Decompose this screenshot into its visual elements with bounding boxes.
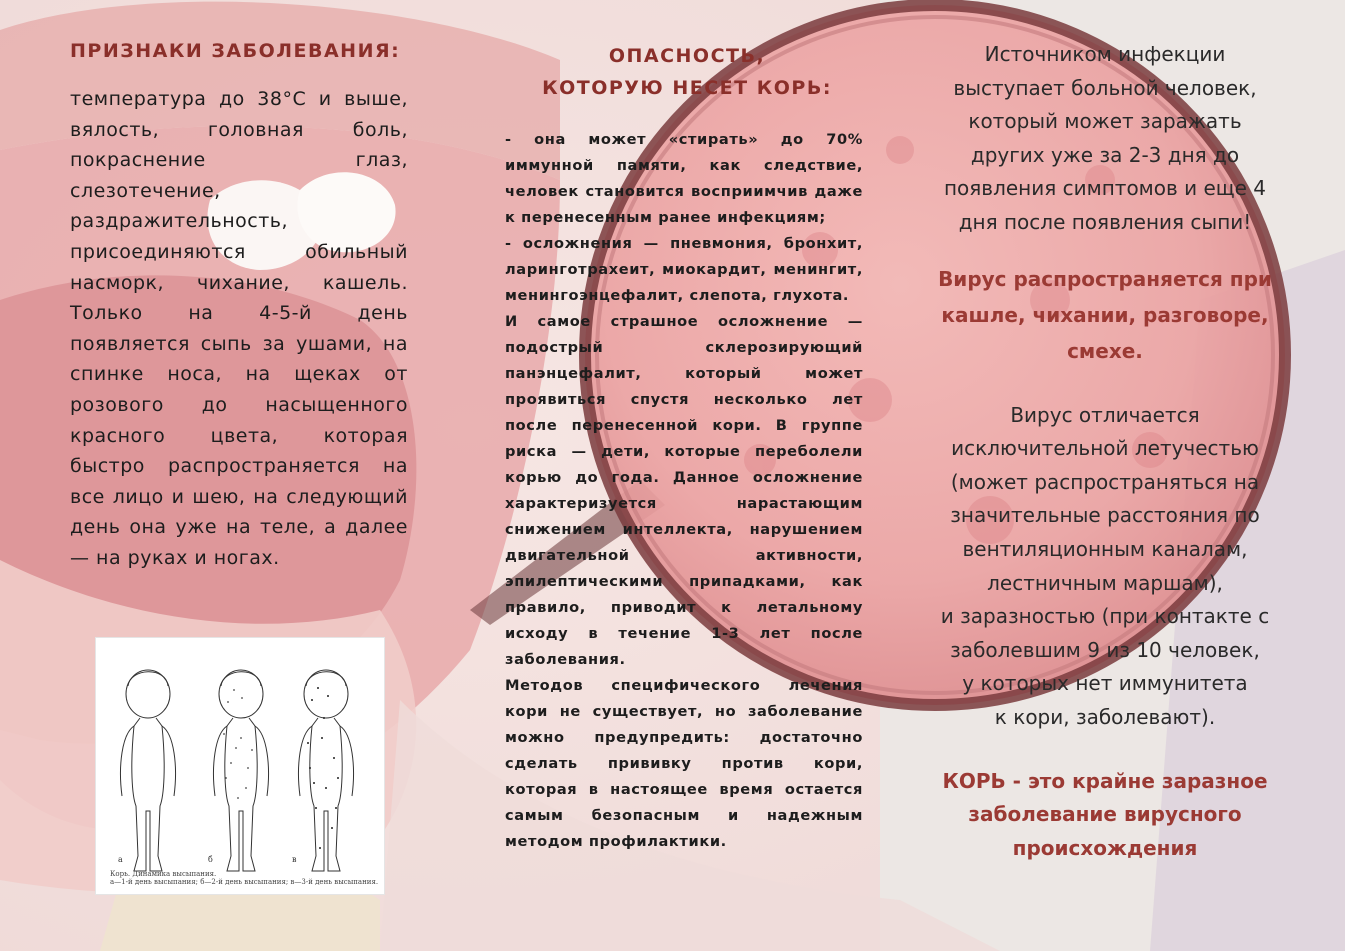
- signs-text: температура до 38°С и выше, вялость, головная боль, покраснение глаз, слезотечение, раздражительность, присоединяются обильный насморк, чихание, кашель. Только на 4-5-й день появляется сыпь за ушами, на спинке носа, на щеках от розового до насыщенного красного цвета, которая быстро распространяется на все лицо и шею, на следующий день она уже на теле, а далее — на руках и ногах.: [70, 88, 408, 569]
- spread-line: Вирус распространяется при: [938, 266, 1272, 291]
- source-line: дня после появления сыпи!: [958, 209, 1252, 234]
- source-line: который может заражать: [968, 109, 1242, 134]
- volatility-line: заболевшим 9 из 10 человек,: [950, 637, 1260, 662]
- info-section: [915, 38, 1295, 865]
- rash-dots-c: [307, 687, 339, 849]
- volatility-line: Вирус отличается: [1010, 402, 1200, 427]
- virus-spread-text: [915, 261, 1295, 369]
- children-figures-drawing: [96, 638, 384, 894]
- source-line: появления симптомов и еще 4: [943, 176, 1267, 201]
- signs-title: ПРИЗНАКИ ЗАБОЛЕВАНИЯ:: [70, 40, 401, 62]
- figure-letter-b: б: [208, 855, 213, 864]
- illustration-caption: [110, 870, 380, 886]
- child-figure-c: [299, 670, 354, 871]
- child-figure-b: [214, 670, 269, 871]
- source-line: других уже за 2-3 дня до: [970, 142, 1240, 167]
- volatility-line: вентиляционным каналам,: [962, 536, 1248, 561]
- danger-title: [511, 40, 863, 104]
- danger-text: [505, 127, 863, 855]
- volatility-line: к кори, заболевают).: [994, 704, 1216, 729]
- child-figure-a: [121, 670, 176, 871]
- volatility-line: лестничным маршам),: [987, 570, 1223, 595]
- measles-line: заболевание вирусного: [968, 802, 1242, 827]
- danger-paragraph-prevention: Методов специфического лечения кори не существует, но заболевание можно предупредить: достаточно сделать прививку против кори, которая в настоящее время остается самым безопасным и надежным методом профилактики.: [505, 677, 863, 850]
- volatility-line: значительные расстояния по: [950, 503, 1260, 528]
- caption-line-2: а—1-й день высыпания; б—2-й день высыпания; в—3-й день высыпания.: [110, 878, 379, 886]
- rash-dots-b: [223, 689, 253, 799]
- spread-line: смехе.: [1067, 338, 1143, 363]
- source-line: Источником инфекции: [984, 42, 1226, 66]
- volatility-line: у которых нет иммунитета: [962, 671, 1248, 696]
- measles-line: происхождения: [1012, 835, 1198, 860]
- rash-dynamics-illustration: [95, 637, 385, 895]
- danger-paragraph-memory: - она может «стирать» до 70% иммунной памяти, как следствие, человек становится восприимчив даже к перенесенным ранее инфекциям;: [505, 131, 863, 226]
- danger-title-line-1: ОПАСНОСТЬ,: [608, 45, 766, 67]
- spread-line: кашле, чихании, разговоре,: [941, 302, 1269, 327]
- signs-section: [70, 40, 408, 574]
- measles-line: КОРЬ - это крайне заразное: [942, 768, 1268, 793]
- caption-line-1: Корь. Динамика высыпания.: [110, 870, 217, 878]
- virus-volatility-text: [915, 399, 1295, 735]
- danger-section: [505, 40, 863, 855]
- volatility-line: (может распространяться на: [950, 469, 1260, 494]
- figure-letter-c: в: [292, 855, 297, 864]
- volatility-line: и заразностью (при контакте с: [940, 604, 1270, 629]
- figure-letter-a: а: [118, 855, 123, 864]
- danger-paragraph-panencephalitis: И самое страшное осложнение — подострый склерозирующий панэнцефалит, который может проявиться спустя несколько лет после перенесенной кори. В группе риска — дети, которые переболели корью до года. Данное осложнение характеризуется нарастающим снижением интеллекта, нарушением двигательной активности, эпилептическими припадками, как правило, приводит к летальному исходу в течение 1-3 лет после заболевания.: [505, 313, 863, 668]
- measles-definition-text: [915, 765, 1295, 866]
- source-line: выступает больной человек,: [953, 75, 1257, 100]
- danger-title-line-2: КОТОРУЮ НЕСЕТ КОРЬ:: [542, 77, 832, 99]
- infection-source-text: [915, 38, 1295, 240]
- volatility-line: исключительной летучестью: [951, 436, 1259, 461]
- danger-paragraph-complications: - осложнения — пневмония, бронхит, ларинготрахеит, миокардит, менингит, менингоэнцефалит, слепота, глухота.: [505, 235, 863, 304]
